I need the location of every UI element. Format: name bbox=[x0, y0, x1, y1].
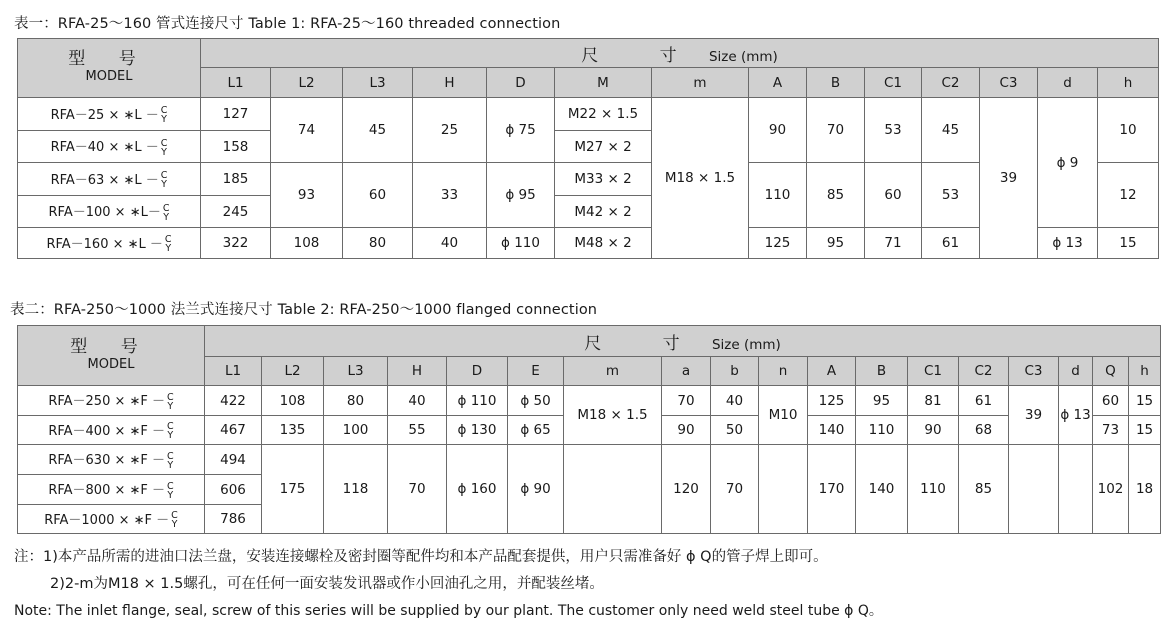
l1-cell: 158 bbox=[201, 131, 271, 163]
model-suffix bbox=[167, 422, 174, 440]
col-header: C1 bbox=[908, 357, 959, 386]
a-small-cell: 120 bbox=[662, 445, 711, 534]
h-cell: 40 bbox=[388, 386, 447, 416]
suffix-y: Y bbox=[165, 243, 172, 255]
model-header-en: MODEL bbox=[85, 69, 133, 84]
col-header: D bbox=[447, 357, 508, 386]
suffix-y: Y bbox=[167, 489, 174, 501]
h-cell: 55 bbox=[388, 416, 447, 445]
suffix-y: Y bbox=[167, 400, 174, 412]
col-header: L2 bbox=[271, 68, 343, 98]
l2-cell: 74 bbox=[271, 98, 343, 163]
suffix-y: Y bbox=[167, 430, 174, 442]
h-cell: 70 bbox=[388, 445, 447, 534]
b-cell: 140 bbox=[856, 445, 908, 534]
q-cell: 102 bbox=[1093, 445, 1129, 534]
a-cell: 110 bbox=[749, 163, 807, 228]
note-line-2: 2)2-m为M18 × 1.5螺孔，可在任何一面安装发讯器或作小回油孔之用，并配装丝堵。 bbox=[50, 576, 604, 592]
b-cell: 85 bbox=[807, 163, 865, 228]
col-header: h bbox=[1098, 68, 1159, 98]
model-suffix bbox=[167, 393, 174, 411]
c1-cell: 53 bbox=[865, 98, 922, 163]
suffix-c: C bbox=[167, 450, 174, 462]
l2-cell: 93 bbox=[271, 163, 343, 228]
model-name: RFA－160 × ∗L － bbox=[46, 236, 163, 252]
col-header: a bbox=[662, 357, 711, 386]
col-header: B bbox=[856, 357, 908, 386]
col-header: n bbox=[759, 357, 808, 386]
model-name: RFA－63 × ∗L － bbox=[50, 172, 159, 188]
b-small-cell: 70 bbox=[711, 445, 759, 534]
col-header: C1 bbox=[865, 68, 922, 98]
thread-m-cell: M27 × 2 bbox=[555, 131, 652, 163]
a-cell: 125 bbox=[749, 228, 807, 259]
l2-cell: 108 bbox=[271, 228, 343, 259]
size-header bbox=[201, 39, 1159, 68]
table-row bbox=[18, 98, 1159, 131]
small-d-cell: ϕ 13 bbox=[1038, 228, 1098, 259]
suffix-c: C bbox=[171, 510, 178, 522]
model-cell bbox=[18, 163, 201, 196]
model-cell bbox=[18, 196, 201, 228]
d-cell: ϕ 160 bbox=[447, 445, 508, 534]
model-name: RFA－25 × ∗L － bbox=[50, 107, 159, 123]
model-cell bbox=[18, 475, 205, 505]
l1-cell: 494 bbox=[205, 445, 262, 475]
l1-cell: 322 bbox=[201, 228, 271, 259]
b-cell: 70 bbox=[807, 98, 865, 163]
suffix-c: C bbox=[167, 421, 174, 433]
table-row bbox=[18, 445, 1161, 475]
model-name: RFA－630 × ∗F － bbox=[48, 453, 166, 469]
model-cell bbox=[18, 98, 201, 131]
table2-flanged-connection bbox=[17, 325, 1161, 534]
model-cell bbox=[18, 505, 205, 534]
note-line-3: Note: The inlet flange, seal, screw of this series will be supplied by our plant. The customer only need weld steel tube ϕ Q。 bbox=[14, 603, 883, 619]
l2-cell: 135 bbox=[262, 416, 324, 445]
suffix-y: Y bbox=[161, 179, 167, 191]
col-header: E bbox=[508, 357, 564, 386]
suffix-c: C bbox=[160, 170, 168, 182]
q-cell: 73 bbox=[1093, 416, 1129, 445]
col-header: B bbox=[807, 68, 865, 98]
col-header: Q bbox=[1093, 357, 1129, 386]
model-suffix bbox=[165, 235, 172, 253]
model-cell bbox=[18, 228, 201, 259]
l3-cell: 60 bbox=[343, 163, 413, 228]
thread-m-cell: M42 × 2 bbox=[555, 196, 652, 228]
small-d-empty bbox=[1059, 445, 1093, 534]
n-empty bbox=[759, 445, 808, 534]
e-cell: ϕ 50 bbox=[508, 386, 564, 416]
model-suffix bbox=[161, 171, 168, 189]
col-header: L1 bbox=[205, 357, 262, 386]
model-suffix bbox=[161, 139, 168, 157]
small-h-cell: 15 bbox=[1098, 228, 1159, 259]
d-cell: ϕ 75 bbox=[487, 98, 555, 163]
c2-cell: 61 bbox=[959, 386, 1009, 416]
small-h-cell: 15 bbox=[1129, 416, 1161, 445]
suffix-c: C bbox=[160, 105, 168, 117]
model-name: RFA－800 × ∗F － bbox=[48, 483, 166, 499]
suffix-c: C bbox=[164, 234, 172, 246]
size-header-en: Size (mm) bbox=[711, 336, 781, 353]
l3-cell: 80 bbox=[343, 228, 413, 259]
suffix-y: Y bbox=[163, 211, 170, 223]
l3-cell: 100 bbox=[324, 416, 388, 445]
suffix-y: Y bbox=[167, 459, 174, 471]
l3-cell: 118 bbox=[324, 445, 388, 534]
c3-cell: 39 bbox=[980, 98, 1038, 259]
c2-cell: 61 bbox=[922, 228, 980, 259]
col-header: L2 bbox=[262, 357, 324, 386]
table2-caption: 表二：RFA-250～1000 法兰式连接尺寸 Table 2: RFA-250～1000 flanged connection bbox=[10, 302, 598, 318]
d-cell: ϕ 110 bbox=[487, 228, 555, 259]
col-header: C2 bbox=[959, 357, 1009, 386]
col-header: d bbox=[1059, 357, 1093, 386]
c1-cell: 71 bbox=[865, 228, 922, 259]
model-suffix bbox=[163, 204, 170, 222]
small-d-cell: ϕ 13 bbox=[1059, 386, 1093, 445]
model-cell bbox=[18, 386, 205, 416]
suffix-y: Y bbox=[161, 146, 167, 158]
col-header: L1 bbox=[201, 68, 271, 98]
col-header: A bbox=[808, 357, 856, 386]
note-line-1: 注：1)本产品所需的进油口法兰盘，安装连接螺栓及密封圈等配件均和本产品配套提供，用户只需准备好 ϕ Q的管子焊上即可。 bbox=[14, 549, 828, 565]
b-cell: 95 bbox=[807, 228, 865, 259]
c1-cell: 81 bbox=[908, 386, 959, 416]
model-suffix bbox=[167, 452, 174, 470]
model-cell bbox=[18, 131, 201, 163]
b-cell: 110 bbox=[856, 416, 908, 445]
c1-cell: 110 bbox=[908, 445, 959, 534]
col-header: H bbox=[413, 68, 487, 98]
d-cell: ϕ 110 bbox=[447, 386, 508, 416]
port-m-cell: M18 × 1.5 bbox=[564, 386, 662, 445]
d-cell: ϕ 130 bbox=[447, 416, 508, 445]
col-header: h bbox=[1129, 357, 1161, 386]
d-cell: ϕ 95 bbox=[487, 163, 555, 228]
q-cell: 60 bbox=[1093, 386, 1129, 416]
a-cell: 140 bbox=[808, 416, 856, 445]
col-header: D bbox=[487, 68, 555, 98]
l1-cell: 185 bbox=[201, 163, 271, 196]
e-cell: ϕ 90 bbox=[508, 445, 564, 534]
size-header-en: Size (mm) bbox=[708, 48, 778, 65]
a-small-cell: 90 bbox=[662, 416, 711, 445]
port-m-cell: M18 × 1.5 bbox=[652, 98, 749, 259]
small-h-cell: 15 bbox=[1129, 386, 1161, 416]
c2-cell: 68 bbox=[959, 416, 1009, 445]
col-header: M bbox=[555, 68, 652, 98]
l3-cell: 45 bbox=[343, 98, 413, 163]
suffix-c: C bbox=[162, 202, 170, 214]
suffix-y: Y bbox=[171, 519, 178, 531]
suffix-c: C bbox=[167, 480, 174, 492]
e-cell: ϕ 65 bbox=[508, 416, 564, 445]
c2-cell: 85 bbox=[959, 445, 1009, 534]
model-header bbox=[18, 39, 201, 98]
table-row bbox=[18, 386, 1161, 416]
model-cell bbox=[18, 416, 205, 445]
l1-cell: 127 bbox=[201, 98, 271, 131]
model-header-cn: 型 号 bbox=[68, 49, 150, 69]
model-name: RFA－400 × ∗F － bbox=[48, 423, 166, 439]
suffix-c: C bbox=[167, 391, 174, 403]
small-h-cell: 12 bbox=[1098, 163, 1159, 228]
small-d-cell: ϕ 9 bbox=[1038, 98, 1098, 228]
col-header: L3 bbox=[343, 68, 413, 98]
model-name: RFA－100 × ∗L－ bbox=[48, 205, 161, 221]
size-header-cn: 尺 寸 bbox=[581, 45, 705, 66]
small-h-cell: 10 bbox=[1098, 98, 1159, 163]
col-header: H bbox=[388, 357, 447, 386]
col-header: d bbox=[1038, 68, 1098, 98]
col-header: b bbox=[711, 357, 759, 386]
c3-cell: 39 bbox=[1009, 386, 1059, 445]
col-header: L3 bbox=[324, 357, 388, 386]
model-cell bbox=[18, 445, 205, 475]
l1-cell: 422 bbox=[205, 386, 262, 416]
l3-cell: 80 bbox=[324, 386, 388, 416]
c1-cell: 90 bbox=[908, 416, 959, 445]
table1-threaded-connection bbox=[17, 38, 1159, 259]
col-header: C3 bbox=[980, 68, 1038, 98]
l1-cell: 467 bbox=[205, 416, 262, 445]
suffix-c: C bbox=[160, 137, 168, 149]
model-suffix bbox=[171, 511, 178, 529]
table1-caption: 表一：RFA-25～160 管式连接尺寸 Table 1: RFA-25～160 threaded connection bbox=[14, 16, 561, 32]
model-name: RFA－40 × ∗L － bbox=[50, 140, 159, 156]
c2-cell: 45 bbox=[922, 98, 980, 163]
model-header-cn: 型 号 bbox=[70, 336, 152, 357]
l2-cell: 175 bbox=[262, 445, 324, 534]
l1-cell: 606 bbox=[205, 475, 262, 505]
a-cell: 125 bbox=[808, 386, 856, 416]
suffix-y: Y bbox=[161, 114, 167, 126]
a-cell: 90 bbox=[749, 98, 807, 163]
model-header bbox=[18, 326, 205, 386]
model-suffix bbox=[161, 106, 168, 124]
thread-m-cell: M33 × 2 bbox=[555, 163, 652, 196]
size-header bbox=[205, 326, 1161, 357]
a-cell: 170 bbox=[808, 445, 856, 534]
col-header: m bbox=[564, 357, 662, 386]
model-suffix bbox=[167, 482, 174, 500]
a-small-cell: 70 bbox=[662, 386, 711, 416]
h-cell: 40 bbox=[413, 228, 487, 259]
col-header: A bbox=[749, 68, 807, 98]
thread-m-cell: M22 × 1.5 bbox=[555, 98, 652, 131]
c3-empty bbox=[1009, 445, 1059, 534]
h-cell: 25 bbox=[413, 98, 487, 163]
h-cell: 33 bbox=[413, 163, 487, 228]
col-header: m bbox=[652, 68, 749, 98]
l1-cell: 786 bbox=[205, 505, 262, 534]
l2-cell: 108 bbox=[262, 386, 324, 416]
n-cell: M10 bbox=[759, 386, 808, 445]
b-small-cell: 40 bbox=[711, 386, 759, 416]
thread-m-cell: M48 × 2 bbox=[555, 228, 652, 259]
model-name: RFA－250 × ∗F － bbox=[48, 394, 166, 410]
b-small-cell: 50 bbox=[711, 416, 759, 445]
model-name: RFA－1000 × ∗F － bbox=[44, 512, 170, 528]
size-header-cn: 尺 寸 bbox=[584, 333, 708, 354]
c2-cell: 53 bbox=[922, 163, 980, 228]
model-header-en: MODEL bbox=[87, 356, 135, 372]
port-m-empty bbox=[564, 445, 662, 534]
b-cell: 95 bbox=[856, 386, 908, 416]
small-h-cell: 18 bbox=[1129, 445, 1161, 534]
c1-cell: 60 bbox=[865, 163, 922, 228]
col-header: C2 bbox=[922, 68, 980, 98]
l1-cell: 245 bbox=[201, 196, 271, 228]
col-header: C3 bbox=[1009, 357, 1059, 386]
